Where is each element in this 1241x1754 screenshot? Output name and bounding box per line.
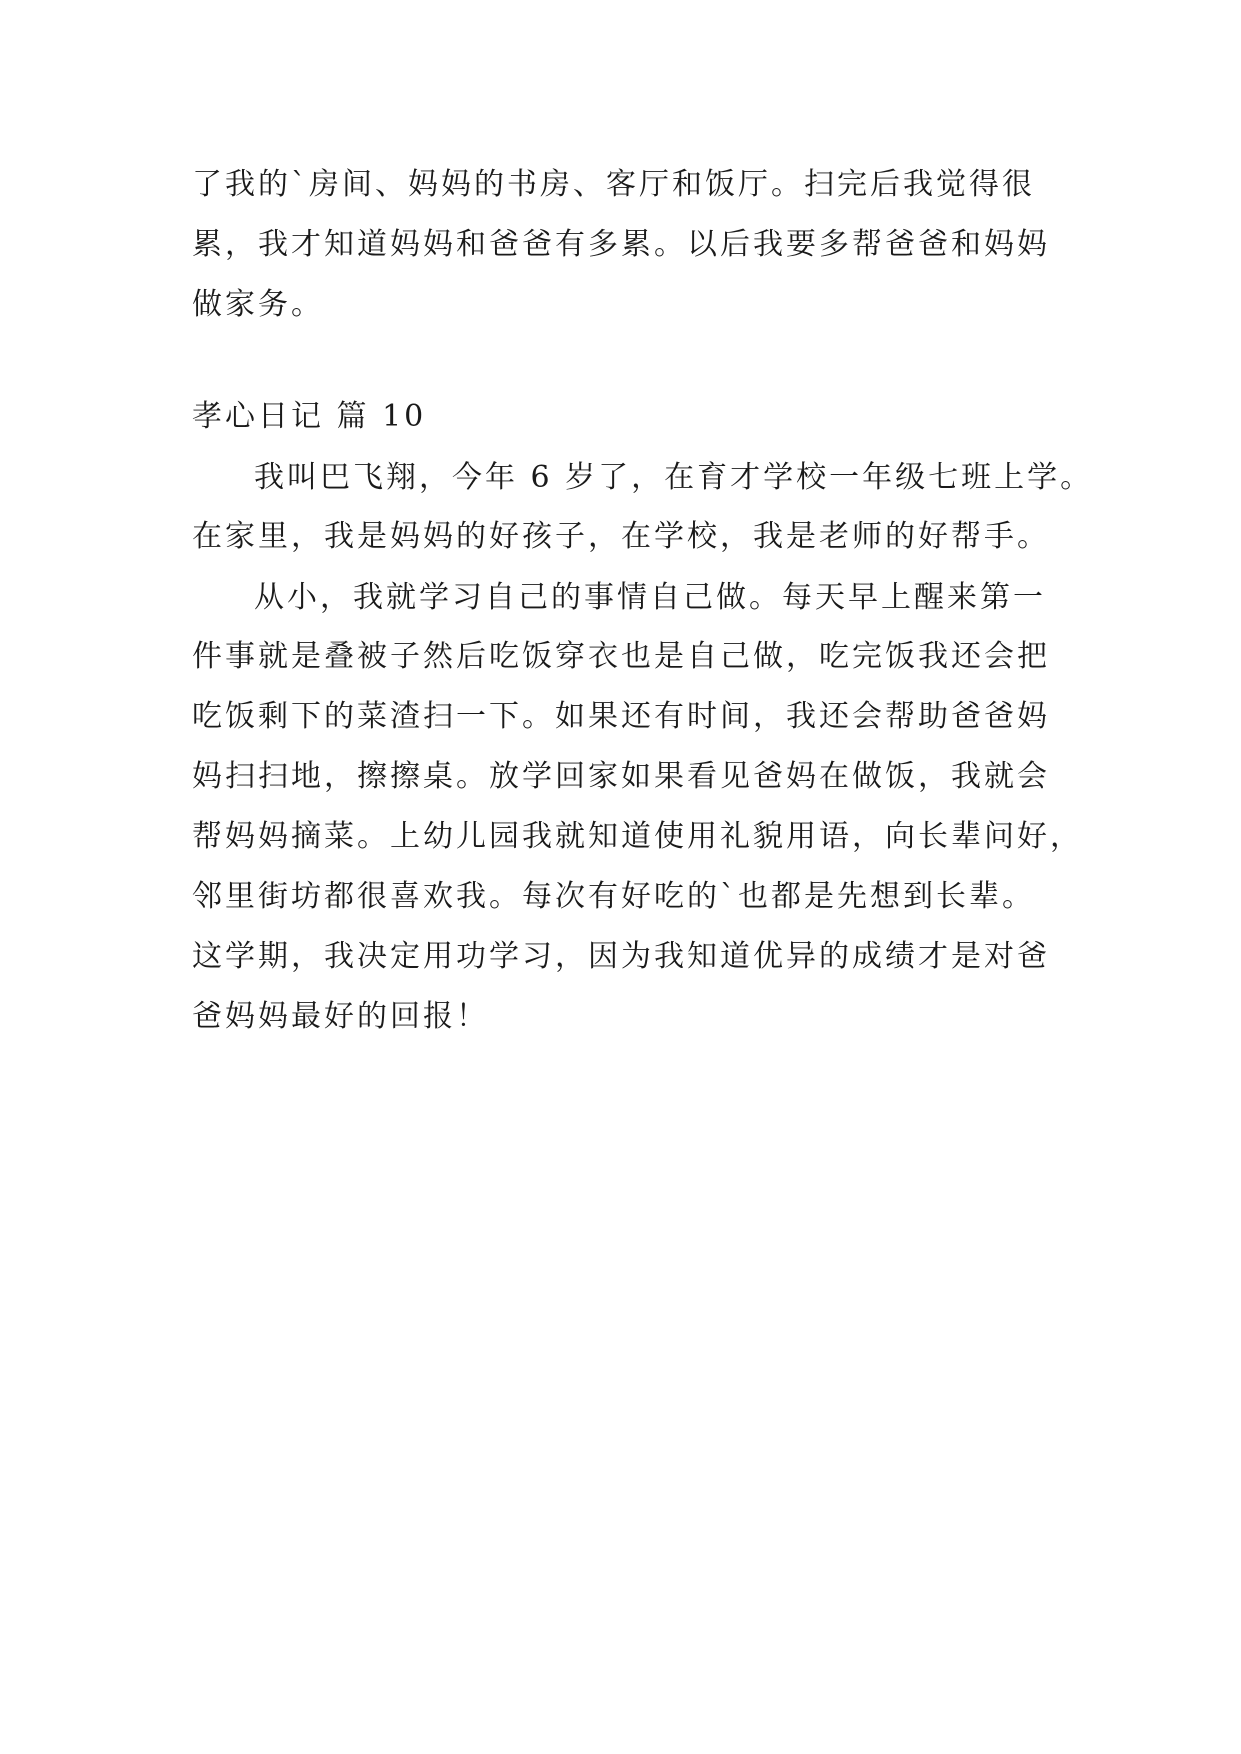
text-line: 我叫巴飞翔，今年 6 岁了，在育才学校一年级七班上学。 <box>254 460 1094 495</box>
text-line: 了我的`房间、妈妈的书房、客厅和饭厅。扫完后我觉得很 <box>192 167 1035 202</box>
text-line: 帮妈妈摘菜。上幼儿园我就知道使用礼貌用语，向长辈问好， <box>192 819 1083 854</box>
text-line: 做家务。 <box>192 287 324 322</box>
text-line: 件事就是叠被子然后吃饭穿衣也是自己做，吃完饭我还会把 <box>192 639 1050 674</box>
text-line: 爸妈妈最好的回报！ <box>192 999 489 1034</box>
text-line: 邻里街坊都很喜欢我。每次有好吃的`也都是先想到长辈。 <box>192 879 1035 914</box>
section-title: 孝心日记 篇 10 <box>192 399 427 434</box>
text-line: 妈扫扫地，擦擦桌。放学回家如果看见爸妈在做饭，我就会 <box>192 759 1050 794</box>
text-line: 这学期，我决定用功学习，因为我知道优异的成绩才是对爸 <box>192 939 1050 974</box>
text-line: 从小，我就学习自己的事情自己做。每天早上醒来第一 <box>254 580 1046 615</box>
text-line: 累，我才知道妈妈和爸爸有多累。以后我要多帮爸爸和妈妈 <box>192 227 1050 262</box>
text-line: 吃饭剩下的菜渣扫一下。如果还有时间，我还会帮助爸爸妈 <box>192 699 1050 734</box>
text-line: 在家里，我是妈妈的好孩子，在学校，我是老师的好帮手。 <box>192 519 1050 554</box>
